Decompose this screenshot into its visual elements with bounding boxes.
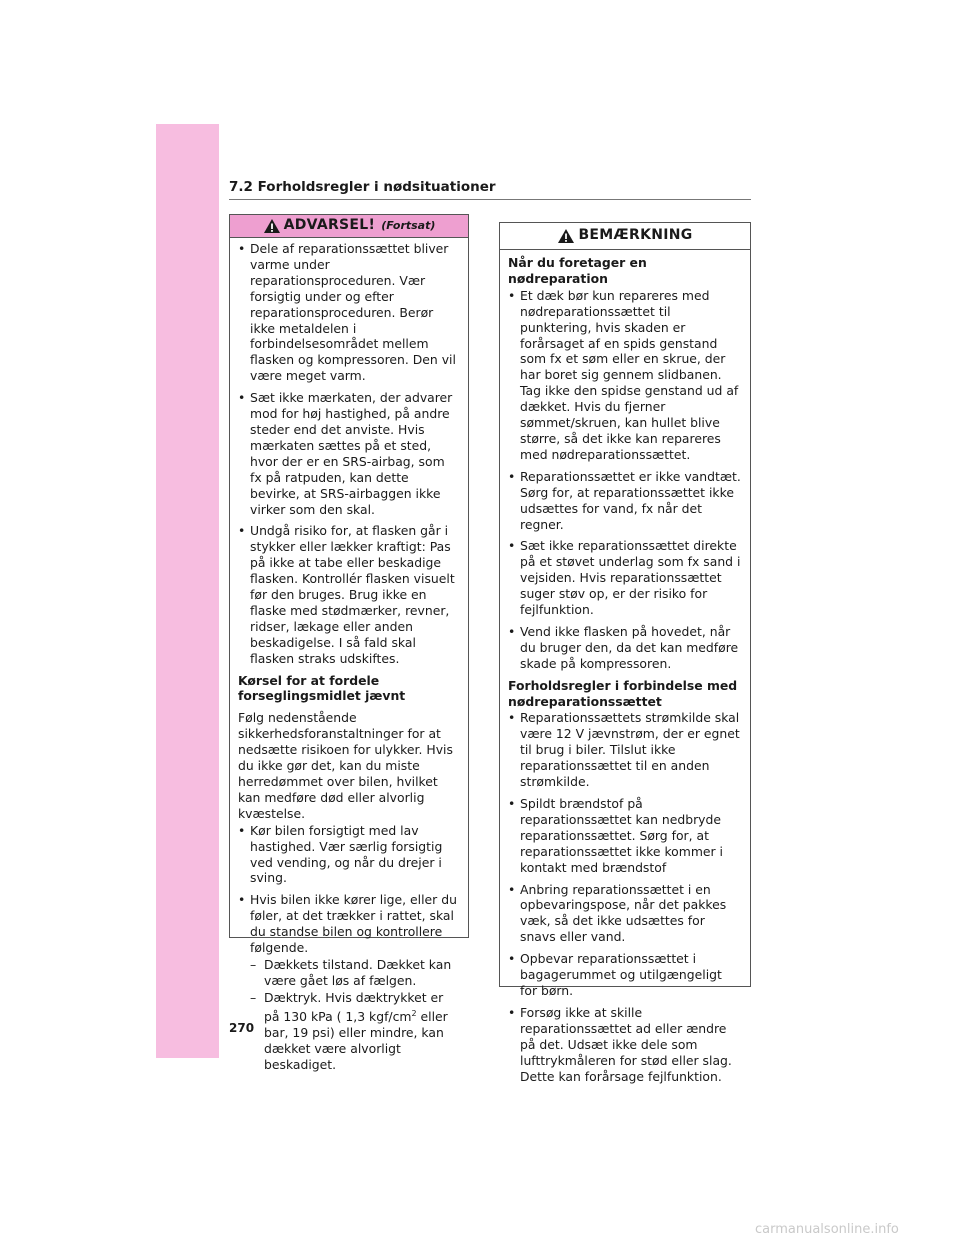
warning-subheading: Kørsel for at fordele forseglingsmidlet jævnt [238, 672, 406, 704]
watermark: carmanualsonline.info [755, 1222, 899, 1237]
notice-box [499, 222, 751, 1084]
warning-title: ADVARSEL! [283, 217, 376, 234]
sub-list-item: – Dækkets tilstand. Dækket kan være gået løs af fælgen. [250, 956, 452, 988]
list-item: • Hvis bilen ikke kører lige, eller du føler, at det trækker i rattet, skal du standse bilen og kontrollere følgende. – Dækkets tilstand. Dækket kan være gået løs af fælgen. – Dæktryk. Hvis dæktrykket er på 130 kPa ( 1,3 kgf/$cm^2$ eller bar, 19 psi) eller mindre, kan dækket være alvorligt beskadiget. [238, 892, 460, 1072]
list-item: • Vend ikke flasken på hovedet, når du bruger den, da det kan medføre skade på kompressoren. [508, 623, 739, 671]
page-number: 270 [229, 1021, 255, 1035]
notice-title: BEMÆRKNING [578, 227, 693, 244]
section-header: 7.2 Forholdsregler i nødsituationer [229, 178, 751, 200]
notice-body [500, 250, 750, 1094]
warning-body [230, 238, 468, 1082]
list-item: • Forsøg ikke at skille reparationssættet ad eller ændre på det. Udsæt ikke dele som lufttrykmåleren for stød eller slag. Dette kan forårsage fejlfunktion. [508, 1004, 732, 1084]
list-item: • Sæt ikke mærkaten, der advarer mod for høj hastighed, på andre steder end det anviste. Hvis mærkaten sættes på et sted, hvor der er en SRS-airbag, som fx på ratpuden, kan dette bevirke, at SRS-airbaggen ikke virker som den skal. [238, 390, 453, 517]
warning-icon [263, 218, 281, 234]
list-item: • Reparationssættet er ikke vandtæt. Sørg for, at reparationssættet ikke udsættes for vand, fx når det regner. [508, 468, 741, 532]
list-item: • Reparationssættets strømkilde skal være 12 V jævnstrøm, der er egnet til brug i biler. Tilslut ikke reparationssættet til en anden strømkilde. [508, 710, 740, 790]
list-item: • Dele af reparationssættet bliver varme under reparationsproceduren. Vær forsigtig under og efter reparationsproceduren. Berør ikke metaldelen i forbindelsesområdet mellem flasken og kompressoren. Den vil være meget varm. [238, 241, 456, 384]
notice-icon [557, 228, 575, 244]
sub-list-item: – Dæktryk. Hvis dæktrykket er på 130 kPa ( 1,3 kgf/$cm^2$ eller bar, 19 psi) eller mindre, kan dækket være alvorligt beskadiget. [250, 989, 448, 1072]
notice-header [500, 223, 750, 250]
side-color-band [156, 124, 219, 1058]
notice-subheading: Forholdsregler i forbindelse med nødreparationssættet [508, 677, 738, 709]
warning-suffix: (Fortsat) [381, 219, 436, 233]
notice-subheading: Når du foretager en nødreparation [508, 255, 647, 286]
warning-header [230, 215, 468, 238]
list-item: • Sæt ikke reparationssættet direkte på et støvet underlag som fx sand i vejsiden. Hvis reparationssættet suger støv op, er der risiko for fejlfunktion. [508, 538, 741, 618]
list-item: • Et dæk bør kun repareres med nødreparationssættet til punktering, hvis skaden er forårsaget af en spids genstand som fx et søm eller en skrue, der har boret sig gennem slidbanen. Tag ikke den spidse genstand ud af dækket. Hvis du fjerner sømmet/skruen, kan hullet blive større, så det ikke kan repareres med nødreparationssættet. [508, 287, 739, 462]
list-item: • Undgå risiko for, at flasken går i stykker eller lækker kraftigt: Pas på ikke at tabe eller beskadige flasken. Kontrollér flasken visuelt før den bruges. Brug ikke en flaske med stødmærker, revner, ridser, lækage eller anden beskadigelse. I så fald skal flasken straks udskiftes. [238, 523, 455, 666]
warning-paragraph: Følg nedenstående sikkerhedsforanstaltninger for at nedsætte risikoen for ulykker. Hvis du ikke gør det, kan du miste herredømmet over bilen, hvilket kan medføre død eller alvorlig kvæstelse. [238, 710, 453, 821]
list-item: • Kør bilen forsigtigt med lav hastighed. Vær særlig forsigtig ved vending, og når du drejer i sving. [238, 822, 443, 886]
list-item: • Anbring reparationssættet i en opbevaringspose, når det pakkes væk, så det ikke udsættes for snavs eller vand. [508, 881, 727, 945]
list-item: • Opbevar reparationssættet i bagagerummet og utilgængeligt for børn. [508, 951, 722, 998]
list-item: • Spildt brændstof på reparationssættet kan nedbryde reparationssættet. Sørg for, at reparationssættet ikke kommer i kontakt med brændstof [508, 796, 724, 875]
